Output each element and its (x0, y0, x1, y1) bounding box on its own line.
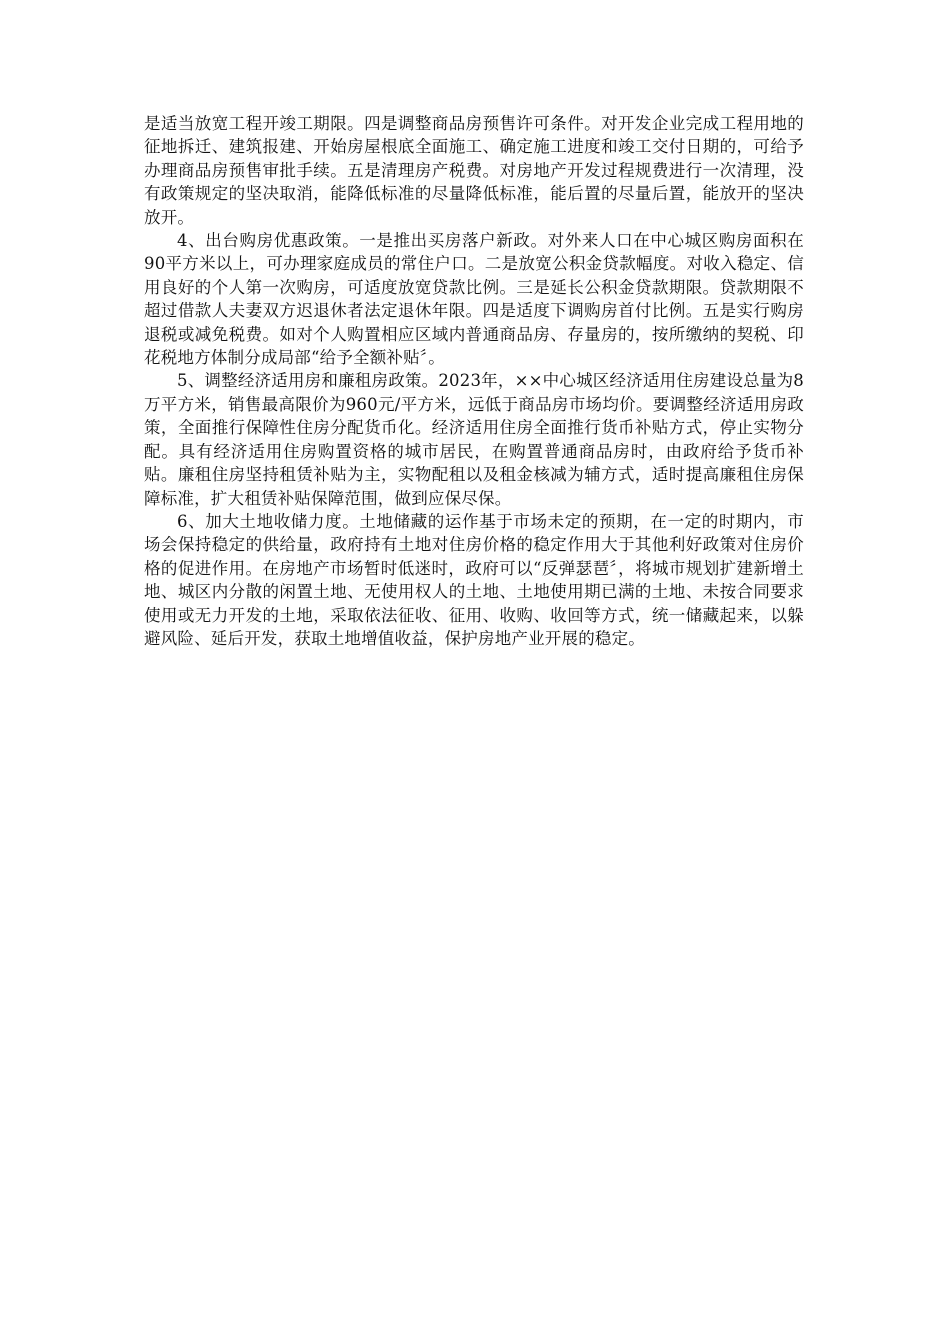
paragraph-item-5: 5、调整经济适用房和廉租房政策。2023年，××中心城区经济适用住房建设总量为8万平方米，销售最高限价为960元/平方米，远低于商品房市场均价。要调整经济适用房政策，全面推行保障性住房分配货币化。经济适用住房全面推行货币补贴方式，停止实物分配。具有经济适用住房购置资格的城市居民，在购置普通商品房时，由政府给予货币补贴。廉租住房坚持租赁补贴为主，实物配租以及租金核减为辅方式，适时提高廉租住房保障标准，扩大租赁补贴保障范围，做到应保尽保。 (144, 371, 804, 508)
paragraph-continuation: 是适当放宽工程开竣工期限。四是调整商品房预售许可条件。对开发企业完成工程用地的征地拆迁、建筑报建、开始房屋根底全面施工、确定施工进度和竣工交付日期的，可给予办理商品房预售审批手续。五是清理房产税费。对房地产开发过程规费进行一次清理，没有政策规定的坚决取消，能降低标准的尽量降低标准，能后置的尽量后置，能放开的坚决放开。 (144, 114, 804, 227)
paragraph-item-6: 6、加大土地收储力度。土地储藏的运作基于市场未定的预期，在一定的时期内，市场会保持稳定的供给量，政府持有土地对住房价格的稳定作用大于其他利好政策对住房价格的促进作用。在房地产市场暂时低迷时，政府可以“反弹瑟琶〞，将城市规划扩建新增土地、城区内分散的闲置土地、无使用权人的土地、土地使用期已满的土地、未按合同要求使用或无力开发的土地，采取依法征收、征用、收购、收回等方式，统一储藏起来，以躲避风险、延后开发，获取土地增值收益，保护房地产业开展的稳定。 (144, 511, 804, 648)
document-page (144, 112, 804, 650)
paragraph-item-4: 4、出台购房优惠政策。一是推出买房落户新政。对外来人口在中心城区购房面积在90平方米以上，可办理家庭成员的常住户口。二是放宽公积金贷款幅度。对收入稳定、信用良好的个人第一次购房，可适度放宽贷款比例。三是延长公积金贷款期限。贷款期限不超过借款人夫妻双方迟退休者法定退休年限。四是适度下调购房首付比例。五是实行购房退税或减免税费。如对个人购置相应区域内普通商品房、存量房的，按所缴纳的契税、印花税地方体制分成局部“给予全额补贴〞。 (144, 231, 804, 368)
